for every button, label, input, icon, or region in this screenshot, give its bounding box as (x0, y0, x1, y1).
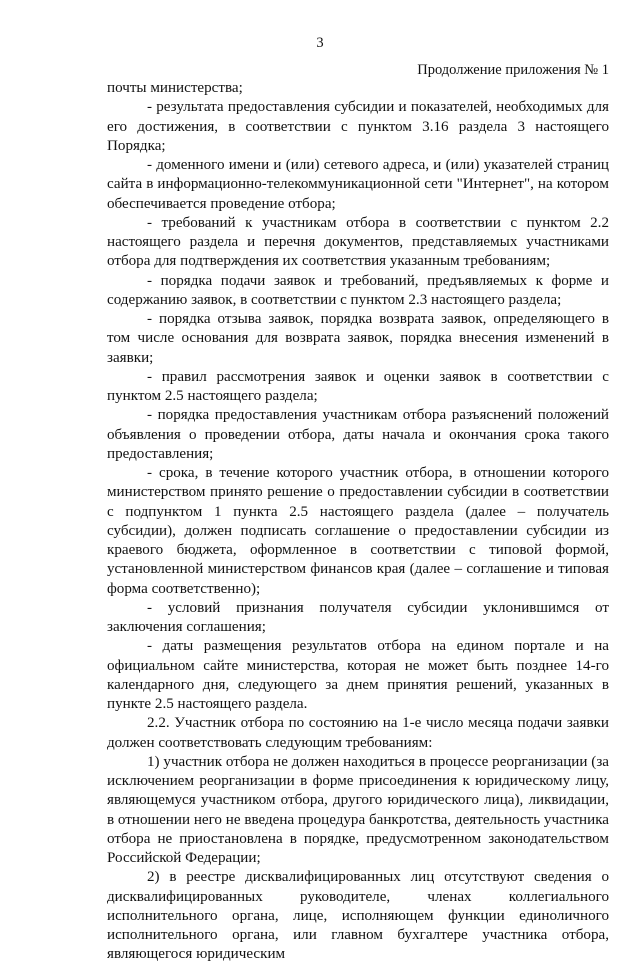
paragraph-requirement-2: 2) в реестре дисквалифицированных лиц отсутствуют сведения о дисквалифицированных руководителе, членах коллегиального исполнительного органа, лице, исполняющем функции единоличного исполнительного органа, или главном бухгалтере участника отбора, являющегося юридическим (107, 869, 609, 963)
paragraph-domain-name: - доменного имени и (или) сетевого адреса, и (или) указателей страниц сайта в информационно-телекоммуникационной сети "Интернет", на котором обеспечивается проведение отбора; (107, 157, 609, 212)
paragraph-continuation: почты министерства; (107, 80, 243, 96)
paragraph-clarifications: - порядка предоставления участникам отбора разъяснений положений объявления о проведении отбора, даты начала и окончания срока такого предоставления; (107, 407, 609, 462)
paragraph-signing-deadline: - срока, в течение которого участник отбора, в отношении которого министерством принято решение о предоставлении субсидии в соответствии с подпунктом 1 пункта 2.5 настоящего раздела (далее – получатель субсидии), должен подписать соглашение о предоставлении субсидии из краевого бюджета, оформленное в соответствии с типовой формой, установленной министерством финансов края (далее – соглашение и типовая форма соответственно); (107, 465, 609, 597)
appendix-continuation-note: Продолжение приложения № 1 (417, 62, 609, 78)
paragraph-subsidy-result: - результата предоставления субсидии и показателей, необходимых для его достижения, в соответствии с пунктом 3.16 раздела 3 настоящего Порядка; (107, 99, 609, 154)
paragraph-application-procedure: - порядка подачи заявок и требований, предъявляемых к форме и содержанию заявок, в соответствии с пунктом 2.3 настоящего раздела; (107, 272, 609, 308)
paragraph-review-rules: - правил рассмотрения заявок и оценки заявок в соответствии с пунктом 2.5 настоящего раздела; (107, 368, 609, 404)
paragraph-participant-requirements: - требований к участникам отбора в соответствии с пунктом 2.2 настоящего раздела и перечня документов, представляемых участниками отбора для подтверждения их соответствия указанным требованиям; (107, 214, 609, 270)
paragraph-evasion-conditions: - условий признания получателя субсидии уклонившимся от заключения соглашения; (107, 599, 609, 635)
page-number: 3 (316, 35, 324, 51)
paragraph-requirement-1: 1) участник отбора не должен находиться в процессе реорганизации (за исключением реорганизации в форме присоединения к юридическому лицу, являющемуся участником отбора, другого юридического лица), ликвидации, в отношении него не введена процедура банкротства, деятельность участника отбора не приостановлена в порядке, предусмотренном законодательством Российской Федерации; (107, 753, 609, 866)
paragraph-section-2-2: 2.2. Участник отбора по состоянию на 1-е число месяца подачи заявки должен соответствовать следующим требованиям: (107, 715, 609, 751)
paragraph-application-withdrawal: - порядка отзыва заявок, порядка возврата заявок, определяющего в том числе основания для возврата заявок, порядка внесения изменений в заявки; (107, 311, 609, 366)
paragraph-results-publication: - даты размещения результатов отбора на едином портале и на официальном сайте министерства, которая не может быть позднее 14-го календарного дня, следующего за днем принятия решений, указанных в пункте 2.5 настоящего раздела. (107, 638, 609, 712)
document-body (107, 79, 609, 965)
